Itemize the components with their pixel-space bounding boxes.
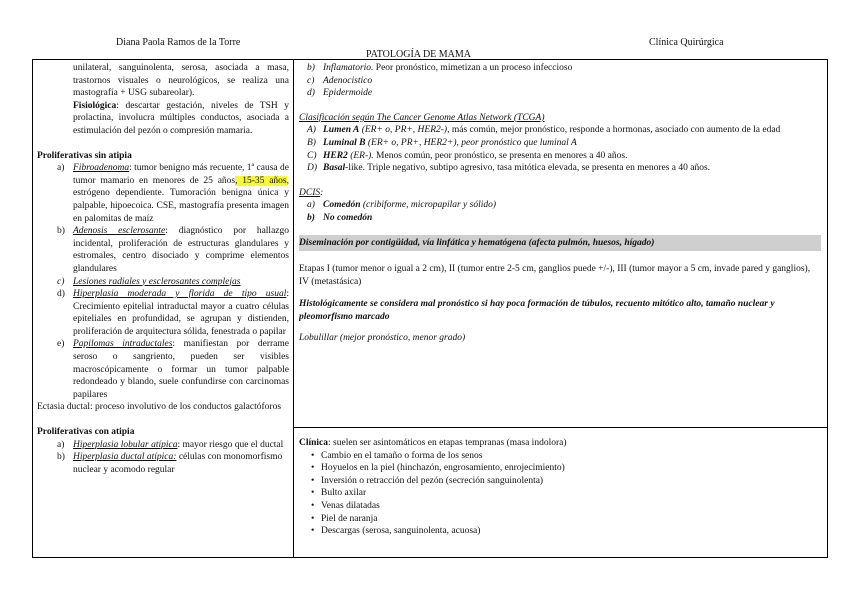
list-item-lobular-atipica: [37, 439, 289, 452]
right-top-column: [299, 62, 821, 344]
list-marker: a): [307, 200, 315, 211]
list-marker: b): [307, 63, 315, 73]
list-marker: b): [57, 452, 65, 463]
list-marker: b): [307, 212, 315, 223]
age-range-highlight: , 15-35 años: [235, 175, 287, 186]
list-item-adenocistico: [299, 75, 821, 88]
lumen-a-term: Lumen A: [323, 125, 360, 136]
etapas-paragraph: Etapas I (tumor menor o igual a 2 cm), II (tumor entre 2-5 cm, ganglios puede +/-), III (tumor mayor a 5 cm, invade pared y ganglios), IV (metastásica): [299, 264, 811, 287]
sin-atipia-heading: Proliferativas sin atipia: [37, 150, 132, 161]
list-item-comedon: [299, 199, 821, 212]
list-marker: a): [57, 439, 65, 450]
her2-term: HER2: [323, 150, 348, 161]
list-marker: d): [57, 289, 65, 300]
adenosis-term: Adenosis esclerosante: [73, 226, 166, 237]
list-item-inflamatorio: [299, 62, 821, 75]
con-atipia-heading: Proliferativas con atipia: [37, 427, 135, 438]
fisiologica-label: Fisiológica: [73, 100, 117, 111]
adenosis-text: : diagnóstico por hallazgo incidental, proliferación de estructuras glandulares y estromales, centro disociado y comprime elementos glandulares: [73, 226, 289, 274]
clinic-name: Clínica Quirúrgica: [649, 37, 724, 48]
basal-text: like. Triple negativo, subtipo agresivo, tasa mitótica elevada, se presenta en menores a 40 años.: [348, 163, 711, 174]
list-marker: B): [307, 137, 316, 148]
fisiologica-paragraph: [37, 100, 289, 138]
lesiones-term: Lesiones radiales y esclerosantes complejas: [73, 276, 241, 287]
adenocistico-term: Adenocistico: [323, 75, 373, 86]
her2-text: Menos común, peor pronóstico, se presenta en menores a 40 años.: [373, 150, 628, 161]
clinica-text: : suelen ser asintomáticos en etapas tempranas (masa indolora): [328, 438, 567, 448]
bullet-icon: •: [311, 500, 315, 511]
bullet-icon: •: [311, 463, 315, 474]
histologia-paragraph: Histológicamente se considera mal pronóstico si hay poca formación de túbulos, recuento mitótico alto, tamaño nuclear y pleomorfismo marcado: [299, 299, 775, 322]
list-item: [299, 462, 821, 475]
ductal-atipica-text: células con monomorfismo nuclear y acomodo regular: [73, 452, 283, 475]
fibroadenoma-text: : tumor benigno más recuente, 1ª causa de tumor mamario en menores de 25 años: [73, 163, 289, 186]
symptom-text: Inversión o retracción del pezón (secreción sanguinolenta): [321, 475, 544, 486]
list-item: [299, 450, 821, 463]
row-divider: [293, 427, 827, 428]
symptom-text: Venas dilatadas: [321, 500, 380, 511]
diseminacion-bar: Diseminación por contigüidad, vía linfática y hematógena (afecta pulmón, huesos, hígado): [299, 235, 821, 252]
list-marker: C): [307, 150, 317, 161]
list-item-papilomas: [37, 338, 289, 401]
list-item-adenosis: [37, 225, 289, 275]
bullet-icon: •: [311, 488, 315, 499]
papilomas-text: : manifiestan por derrame seroso o sangriento, pueden ser visibles macroscópicamente o formar un tumor palpable redondeado y blando, suele confundirse con carcinomas papilares: [73, 339, 289, 400]
dcis-term: DCIS: [299, 187, 321, 198]
list-item-lesiones: [37, 276, 289, 289]
clinica-label: Clínica: [299, 438, 329, 448]
clinica-paragraph: [299, 437, 821, 450]
list-marker: A): [307, 125, 316, 136]
bullet-icon: •: [311, 450, 315, 461]
lumen-a-receptors: (ER+ o, PR+, HER2-): [359, 125, 448, 136]
comedon-term: Comedón: [323, 200, 361, 211]
luminal-b-term: Luminal B: [323, 137, 366, 148]
column-divider: [293, 60, 294, 557]
symptom-text: Bulto axilar: [321, 488, 367, 499]
list-item-basal: [299, 162, 821, 175]
list-item-fibroadenoma: [37, 162, 289, 225]
symptom-list: [299, 450, 821, 538]
right-bottom-column: [299, 437, 821, 538]
list-marker: d): [307, 88, 315, 99]
list-item-luminal-b: [299, 137, 821, 150]
list-item: [299, 487, 821, 500]
list-item: [299, 525, 821, 538]
fibroadenoma-text-2: , estrógeno dependiente. Tumoración benigna única y palpable, hipoecoica. CSE, mastografía presenta imagen en palomitas de maíz: [73, 175, 289, 224]
left-column: [37, 62, 289, 476]
hiperplasia-usual-text: : Crecimiento epitelial intraductal mayor a cuatro células epiteliales en profundidad, se agrupan y distienden, proliferación de arquitectura sólida, fenestrada o papilar: [73, 289, 289, 337]
lobulillar-paragraph: Lobulillar (mejor pronóstico, menor grado): [299, 332, 466, 343]
papilomas-term: Papilomas intraductales: [73, 339, 173, 350]
list-item: [299, 500, 821, 513]
author-name: Diana Paola Ramos de la Torre: [116, 37, 241, 48]
list-item-her2: [299, 150, 821, 163]
list-marker: c): [307, 75, 315, 86]
luminal-b-text: (ER+ o, PR+, HER2+), peor pronóstico que luminal A: [365, 137, 577, 148]
bullet-icon: •: [311, 513, 315, 524]
list-item: [299, 513, 821, 526]
symptom-text: Cambio en el tamaño o forma de los senos: [321, 450, 483, 461]
inflamatorio-text: Peor pronóstico, mimetizan a un proceso infeccioso: [373, 63, 573, 73]
list-item-hiperplasia-usual: [37, 288, 289, 338]
tcga-heading: Clasificación según The Cancer Genome Atlas Network (TCGA): [299, 112, 545, 123]
list-marker: c): [57, 276, 65, 287]
list-marker: e): [57, 339, 65, 350]
list-item-epidermoide: [299, 87, 821, 100]
page-title: PATOLOGÍA DE MAMA: [366, 49, 472, 60]
lobular-atipica-text: : mayor riesgo que el ductal: [177, 439, 284, 450]
list-item-lumen-a: [299, 124, 821, 137]
dcis-heading: [299, 187, 821, 200]
bullet-icon: •: [311, 526, 315, 537]
symptom-text: Hoyuelos en la piel (hinchazón, engrosamiento, enrojecimiento): [321, 463, 565, 474]
list-marker: a): [57, 163, 65, 174]
list-item-no-comedon: [299, 212, 821, 225]
no-comedon-term: No comedón: [323, 212, 373, 223]
intro-paragraph: unilateral, sanguinolenta, serosa, asociada a masa, trastornos visuales o neurológicos, se realiza una mastografía + USG subareolar).: [73, 63, 289, 99]
epidermoide-term: Epidermoide: [323, 88, 373, 99]
ductal-atipica-term: Hiperplasia ductal atípica:: [73, 452, 177, 463]
symptom-text: Descargas (serosa, sanguinolenta, acuosa): [321, 526, 481, 537]
list-item-ductal-atipica: [37, 451, 289, 476]
symptom-text: Piel de naranja: [321, 513, 378, 524]
fibroadenoma-term: Fibroadenoma: [73, 163, 130, 174]
bullet-icon: •: [311, 475, 315, 486]
dcis-colon: :: [320, 187, 324, 198]
list-marker: D): [307, 163, 318, 174]
comedon-text: (cribiforme, micropapilar y sólido): [360, 200, 497, 211]
lumen-a-text: , más común, mejor pronóstico, responde a hormonas, asociado con aumento de la edad: [447, 125, 781, 136]
her2-receptors: (ER-).: [347, 150, 374, 161]
list-item: [299, 475, 821, 488]
inflamatorio-term: Inflamatorio.: [323, 63, 374, 73]
hiperplasia-usual-term: Hiperplasia moderada y florida de tipo usual: [73, 289, 287, 300]
lobular-atipica-term: Hiperplasia lobular atípica: [73, 439, 178, 450]
basal-term: Basal-: [323, 163, 349, 174]
fisiologica-text: : descartar gestación, niveles de TSH y prolactina, involucra múltiples conductos, asociada a estimulación del pezón o compresión mamaria.: [73, 100, 289, 136]
notes-table: [32, 59, 828, 558]
list-marker: b): [57, 226, 65, 237]
ectasia-paragraph: Ectasia ductal: proceso involutivo de los conductos galactóforos: [37, 402, 282, 413]
